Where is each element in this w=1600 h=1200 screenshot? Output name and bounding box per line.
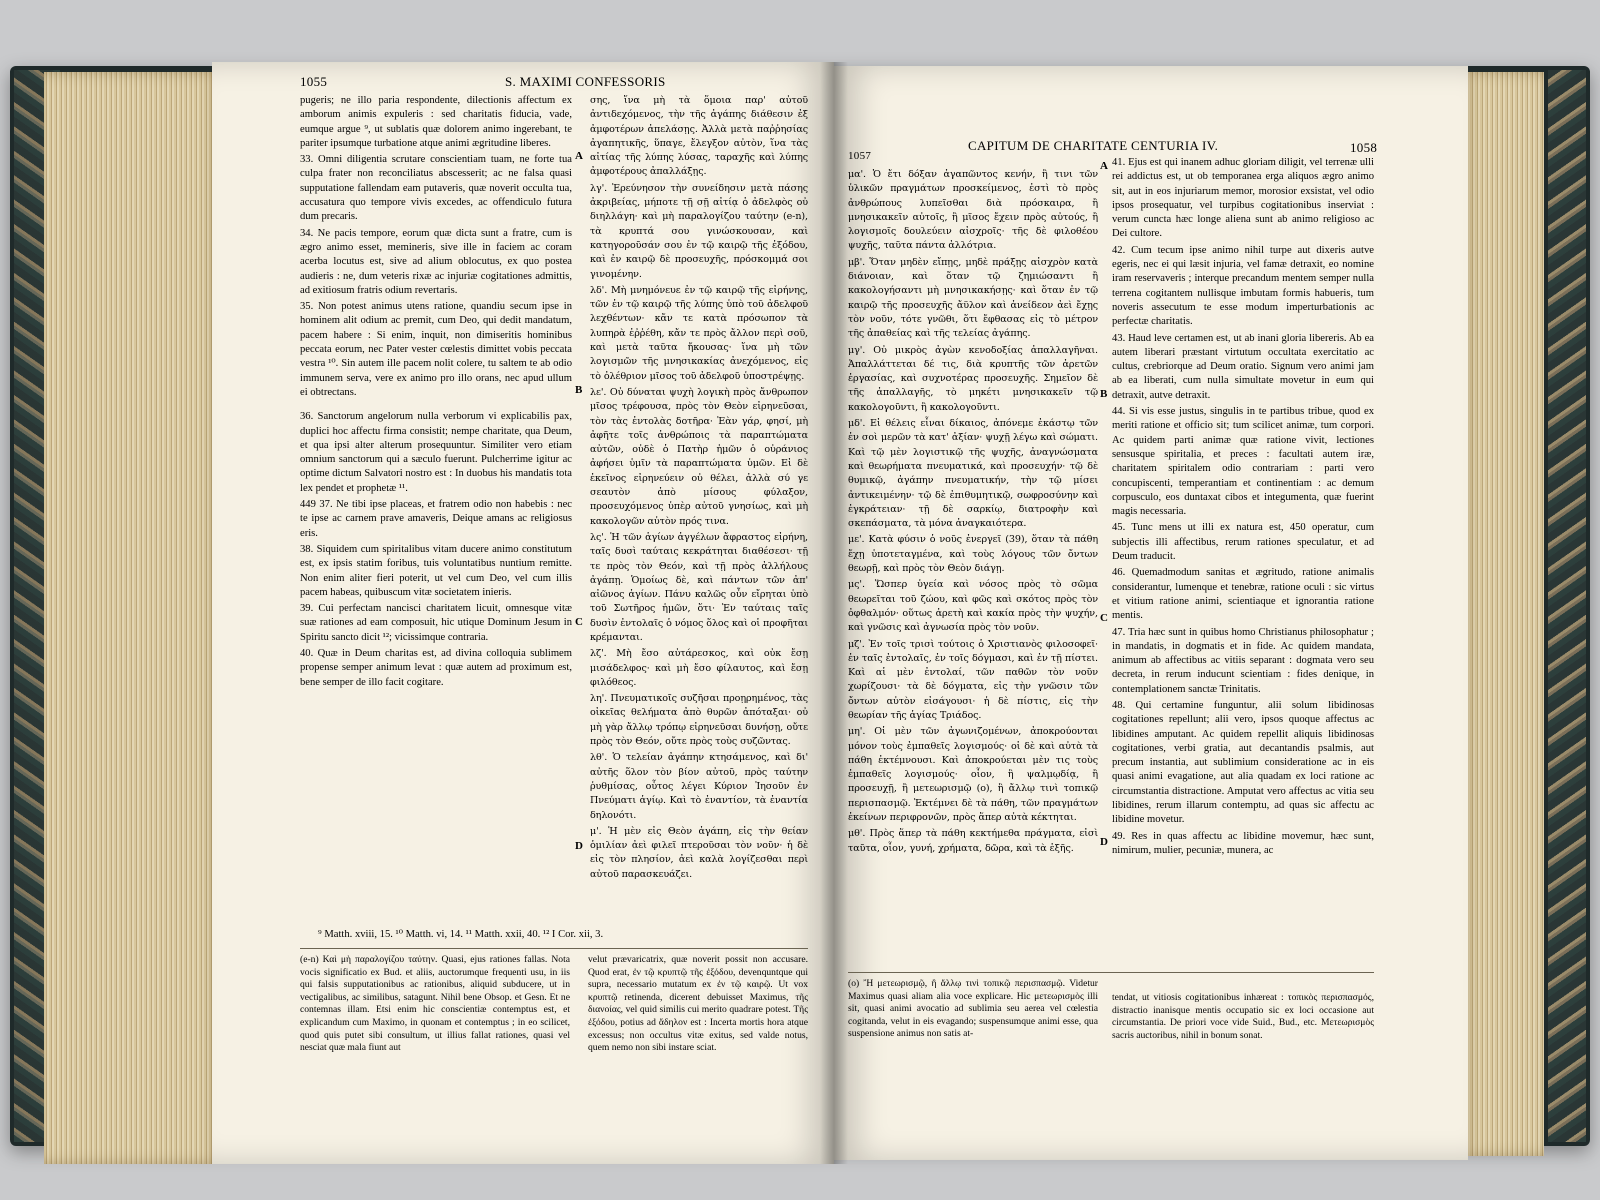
paragraph: 35. Non potest animus utens ratione, quandiu secum ipse in hominem alit odium ac premit, cum Deo, qui dedit mandatum, pacem habere : Si enim, inquit, non dimiseritis hominibus peccata eorum, nec Pater vester cœlestis dimittet vobis peccata vestra ¹⁰. Sin autem ille pacem nolit colere, tu saltem te ab odio immunem serva, vere ex animo pro illo orans, nec apud ullum ei obtrectans. xyxy=(300,301,572,398)
margin-letter-b: B xyxy=(1100,388,1108,400)
paragraph: 44. Si vis esse justus, singulis in te partibus tribue, quod ex meriti ratione et officio sit; tum scilicet animæ, tum corpori. Ac quidem parti animæ quæ ratione vivit, lectiones sensusque spiritalia, et preces : facultati autem iræ, charitatem spiritalem odio contrariam : parti vero concupiscenti, temperantiam et continentiam : ac demum corpusculo, eos duntaxat cibos et integumenta, quæ fuerint magis necessaria. xyxy=(1112,406,1374,518)
paragraph: 34. Ne pacis tempore, eorum quæ dicta sunt a fratre, cum is ægro animo esset, memineris, sive ille in faciem ac coram acerba locutus est, sive ad alium oblocutus, ex quo postea audieris : ne, dum veteris rixæ ac injuriæ cogitationes admittis, ad exitiosum fratris odium revertaris. xyxy=(300,227,572,296)
paragraph: 40. Quæ in Deum charitas est, ad divina colloquia sublimem propense semper animum levat : quæ autem ad proximum est, bene semper de illo facit cogitare. xyxy=(300,647,572,688)
right-greek-column xyxy=(848,168,1098,938)
left-running-head: S. MAXIMI CONFESSORIS xyxy=(505,74,666,89)
page-edges-right xyxy=(1460,72,1544,1156)
right-running-head: CAPITUM DE CHARITATE CENTURIA IV. xyxy=(968,138,1219,153)
paragraph: 449 37. Ne tibi ipse placeas, et fratrem odio non habebis : nec te ipse ac carnem prave amaveris, Deique amans ac religiosus eris. xyxy=(300,499,572,539)
paragraph: λζ'. Μὴ ἔσο αὐτάρεσκος, καὶ οὐκ ἔσῃ μισάδελφος· καὶ μὴ ἔσο φίλαυτος, καὶ ἔσῃ φιλόθεος. xyxy=(590,648,808,688)
margin-letter-a: A xyxy=(575,150,583,162)
paragraph: 48. Qui certamine funguntur, alii solum libidinosas cogitationes repellunt; alii vero, ipsos quoque affectus ac libidines amputant. Ac quidem repellit aliquis libidinosas cogitationes, verbi gratia, aut decantandis psalmis, aut precum instantia, aut sublimium consideratione ac in eis quasi animi evagatione, aut alia quadam ex loci ratione ac circumstantia distractione. Amputat vero affectus ac vitia seu libidines, rerum illarum contemptu, ad quas sic affectu ac libidine movetur. xyxy=(1112,699,1374,826)
footnote-rule xyxy=(300,948,808,949)
right-notes-col-1: (o) Ἢ μετεωρισμῷ, ἢ ἄλλῳ τινὶ τοπικῷ περισπασμῷ. Videtur Maximus quasi aliam alia voce explicare. Hic μετεωρισμὸς illi sit, quasi animi avocatio ad sublimia seu aerea vel cœlestia cogitanda, velut in eis evagando; suspensumque animi esse, qua suspensione animus non satis at- xyxy=(848,978,1098,1040)
paragraph: λε'. Οὐ δύναται ψυχὴ λογικὴ πρὸς ἄνθρωπον μῖσος τρέφουσα, πρὸς τὸν Θεὸν εἰρηνεῦσαι, τὸν τὰς ἐντολὰς δοτῆρα· Ἐὰν γάρ, φησί, μὴ ἀφῆτε τοῖς ἀνθρώποις τὰ παραπτώματα αὐτῶν, οὐδὲ ὁ Πατὴρ ἡμῶν ὁ οὐράνιος ἀφήσει ὑμῖν τὰ παραπτώματα ὑμῶν. Εἰ δὲ ἐκεῖνος εἰρηνεύειν οὐ θέλει, ἀλλὰ σύ γε σεαυτὸν ἀπὸ μίσους φύλαξον, προσευχόμενος ὑπὲρ αὐτοῦ γνησίως, καὶ μὴ κακολογῶν αὐτὸν πρός τινα. xyxy=(590,386,808,527)
margin-letter-c: C xyxy=(575,616,583,628)
paragraph: μ'. Ἡ μὲν εἰς Θεὸν ἀγάπη, εἰς τὴν θείαν ὁμιλίαν ἀεὶ φιλεῖ πτεροῦσαι τὸν νοῦν· ἡ δὲ εἰς τὸν πλησίον, ἀεὶ καλὰ λογίζεσθαι περὶ αὐτοῦ παρασκευάζει. xyxy=(590,825,808,880)
page-edges-left xyxy=(44,72,222,1164)
paragraph: μα'. Ὁ ἔτι δόξαν ἀγαπῶντος κενήν, ἢ τινι τῶν ὑλικῶν πραγμάτων προσκείμενος, ἐστὶ τὸ πρὸς ἀνθρώπους λυπεῖσθαι διὰ πρόσκαιρα, ἢ μνησικακεῖν αὐτοῖς, ἢ μῖσος ἔχειν πρὸς αὐτούς, ἢ λογισμοῖς δουλεύειν αἰσχροῖς· τῆς δὲ φιλοθέου ψυχῆς, ταῦτα πάντα ἀλλότρια. xyxy=(848,169,1098,252)
paragraph: λθ'. Ὁ τελείαν ἀγάπην κτησάμενος, καὶ δι' αὐτῆς ὅλον τὸν βίον αὐτοῦ, πρὸς ταύτην ῥυθμίσας, οὗτος λέγει Κύριον Ἰησοῦν ἐν Πνεύματι ἁγίῳ. Καὶ τὸ ἐναντίον, τὰ ἐναντία δηλονότι. xyxy=(590,752,808,821)
paragraph: μβ'. Ὅταν μηδὲν εἴπῃς, μηδὲ πράξῃς αἰσχρὸν κατὰ διάνοιαν, καὶ ὅταν τῷ ζημιώσαντι ἢ κακολογήσαντι μὴ μνησικακήσῃς· καὶ ὅταν ἐν τῷ καιρῷ τῆς προσευχῆς ἄϋλον καὶ ἀνείδεον ἀεὶ ἔχῃς τὸν νοῦν, τότε γνῶθι, ὅτι ἔφθασας εἰς τὸ μέτρον τῆς ἀπαθείας καὶ τῆς τελείας ἀγάπης. xyxy=(848,256,1098,340)
paragraph: 43. Haud leve certamen est, ut ab inani gloria libereris. Ab ea autem liberari præstant virtutum occultata exercitatio ac cultus, crebriorque ad Deum oratio. Signum vero animi jam ab ea liberati, cum nulla simultate movetur in eum qui detraxit, autve detraxit. xyxy=(1112,332,1374,401)
paragraph: 41. Ejus est qui inanem adhuc gloriam diligit, vel terrenæ ulli rei addictus est, ut ob temporanea erga aliquos ægro animo sit, aut in eos injuriarum memor, morosior exsistat, vel odio ipsos prosequatur, vel turpibus cogitationibus inserviat : verum cuncta hæc longe aliena sunt ab animo religioso ac Dei cultore. xyxy=(1112,157,1374,240)
paragraph: 49. Res in quas affectu ac libidine movemur, hæc sunt, nimirum, mulier, pecuniæ, munera, ac xyxy=(1112,830,1374,856)
paragraph: μς'. Ὥσπερ ὑγεία καὶ νόσος πρὸς τὸ σῶμα θεωρεῖται τοῦ ζώου, καὶ φῶς καὶ σκότος πρὸς τὸν ὀφθαλμόν· οὕτως ἀρετὴ καὶ κακία πρὸς τὴν ψυχήν, καὶ γνῶσις καὶ ἀγνωσία πρὸς τὸν νοῦν. xyxy=(848,579,1098,634)
right-inner-page-number: 1057 xyxy=(848,150,872,162)
margin-letter-b: B xyxy=(575,384,583,396)
right-latin-column xyxy=(1112,156,1374,962)
paragraph: λη'. Πνευματικοῖς συζῆσαι προῃρημένος, τὰς οἰκεῖας θελήματα ἀπὸ θυρῶν ἀπόταξαι· οὐ μὴ γὰρ ἄλλῳ τρόπῳ εἰρηνεῦσαι δυνήσῃ, οὔτε πρὸς τὸν Θεόν, οὔτε πρὸς τοὺς συζῶντας. xyxy=(590,693,808,748)
paragraph: 39. Cui perfectam nancisci charitatem licuit, omnesque vitæ suæ rationes ad eam composuit, hic utique Dominum Jesum in Spiritu sancto dicit ¹²; vicissimque contraria. xyxy=(300,603,572,643)
left-page-number: 1055 xyxy=(300,74,328,89)
paragraph: μζ'. Ἐν τοῖς τρισὶ τούτοις ὁ Χριστιανὸς φιλοσοφεῖ· ἐν ταῖς ἐντολαῖς, ἐν τοῖς δόγμασι, καὶ ἐν τῇ πίστει. Καὶ αἱ μὲν ἐντολαί, τῶν παθῶν τὸν νοῦν χωρίζουσι· τὰ δὲ δόγματα, εἰς τὴν γνῶσιν τῶν ὄντων αὐτὸν εἰσάγουσι· ἡ δὲ πίστις, εἰς τὴν θεωρίαν τῆς ἁγίας Τριάδος. xyxy=(848,638,1098,721)
paragraph: 38. Siquidem cum spiritalibus vitam ducere animo constitutum est, ex ipsis statim foribus, tuis voluntatibus nuntium remitte. Non enim aliter fieri poterit, ut vel cum Deo, vel cum illis pacem habeas, quibuscum vitæ societatem inieris. xyxy=(300,543,572,598)
margin-letter-d: D xyxy=(1100,836,1108,848)
left-notes-col-1: (e-n) Καὶ μὴ παραλογίζου ταύτην. Quasi, ejus rationes fallas. Nota vocis significatio ex Bud. et aliis, auctorumque frequenti usu, in iis qui falsis supputationibus ac rationibus, aliquid subducere, ut in vectigalibus, ac similibus, satagunt. Nihil bene Obsop. et Gesn. Et ne contemnas illam. Etsi enim hic conscientiæ contemptus est, et explicandum cum Maximo, in quonam et contemptus ; in eo scilicet, quod quis putet sibi consultum, ut illius fallat rationes, quasi vel nesciat quæ mala fiunt aut xyxy=(300,954,570,1054)
paragraph: μη'. Οἱ μὲν τῶν ἀγωνιζομένων, ἀποκρούονται μόνον τοὺς ἐμπαθεῖς λογισμούς· οἱ δὲ καὶ αὐτὰ τὰ πάθη ἐκτέμνουσι. Καὶ ἀποκρούεται μὲν τις τοὺς ἐμπαθεῖς λογισμούς· οἷον, ἢ ψαλμῳδίᾳ, ἢ προσευχῇ, ἢ μετεωρισμῷ (o), ἢ ἄλλῳ τινὶ τοπικῷ περισπασμῷ. Ἐκτέμνει δὲ τὰ πάθη, τῶν πραγμάτων ἐκείνων περιφρονῶν, πρὸς ἅπερ αὐτὰ κέκτηται. xyxy=(848,726,1098,824)
marbled-board-right xyxy=(1548,70,1586,1142)
left-notes-col-2: velut prævaricatrix, quæ noverit possit non accusare. Quod erat, ἐν τῷ κρυπτῷ τῆς ἐξόδου, devenquntque qui supra, necessario mutatum ex ἐν τῷ καιρῷ. Ut vox κρυπτῷ retinenda, dicerent debuisset Maximus, τῆς διανοίας, vel quid similis cui merito quadrare potest. Τῆς ἐξόδου, potius ad ἄδηλον est : Incerta mortis hora atque excessus; non occultus vitæ exitus, sed valde notus, quem nemo non sibi instare sciat. xyxy=(588,954,808,1054)
paragraph: 46. Quemadmodum sanitas et ægritudo, ratione animalis considerantur, lumenque et tenebræ, ratione oculi : sic virtus et vitium ratione animi, scientiaque et ignorantia ratione mentis. xyxy=(1112,567,1374,622)
paragraph: 45. Tunc mens ut illi ex natura est, 450 operatur, cum subjectis illi affectibus, rerum rationes speculatur, et ad Deum traducit. xyxy=(1112,522,1374,563)
paragraph: μγ'. Οὐ μικρὸς ἀγὼν κενοδοξίας ἀπαλλαγῆναι. Ἀπαλλάττεται δέ τις, διὰ κρυπτῆς τῶν ἀρετῶν ἐργασίας, καὶ συχνοτέρας προσευχῆς. Σημεῖον δὲ τῆς ἀπαλλαγῆς, τὸ μηκέτι μνησικακεῖν τῷ κακολογοῦντι, ἢ κακολογοῦντι. xyxy=(848,344,1098,413)
paragraph: pugeris; ne illo paria respondente, dilectionis affectum ex amborum animis expuleris : sed charitatis fiducia, vade, eumque argue ⁹, ut sublatis quæ dolorem animo ingerebant, te pariter ipsumque turbatione atque animi ægritudine liberes. xyxy=(300,95,572,149)
paragraph: λδ'. Μὴ μνημόνευε ἐν τῷ καιρῷ τῆς εἰρήνης, τῶν ἐν τῷ καιρῷ τῆς λύπης ὑπὸ τοῦ ἀδελφοῦ λεχθέντων· κἄν τε κατὰ πρόσωπον τὰ λυπηρὰ ἐῤῥέθη, κἄν τε πρὸς ἄλλον περὶ σοῦ, καὶ μετὰ ταῦτα ἤκουσας· ἵνα μὴ τῶν λογισμῶν τῆς μνησικακίας ἀνεχόμενος, εἰς τὸ ὀλέθριον μῖσος τοῦ ἀδελφοῦ ὑποστρέψῃς. xyxy=(590,284,808,382)
left-latin-column xyxy=(300,94,572,892)
margin-letter-d: D xyxy=(575,840,583,852)
right-page-number: 1058 xyxy=(1350,140,1378,155)
scripture-references: ⁹ Matth. xviii, 15. ¹⁰ Matth. vi, 14. ¹¹ Matth. xxii, 40. ¹² I Cor. xii, 3. xyxy=(318,929,604,940)
gutter-shadow xyxy=(820,62,848,1164)
paragraph: λγ'. Ἐρεύνησον τὴν συνείδησιν μετὰ πάσης ἀκριβείας, μήποτε τῇ σῇ αἰτίᾳ ὁ ἀδελφὸς οὐ διηλλάγη· καὶ μὴ παραλογίζου ταύτην (e-n), τὰ κρυπτά σου γινώσκουσαν, καὶ κατηγοροῦσάν σου ἐν τῷ καιρῷ τῆς ἐξόδου, καὶ ἐν καιρῷ δὲ προσευχῆς, πρόσκομμά σοι γινομένην. xyxy=(590,182,808,280)
margin-letter-c: C xyxy=(1100,612,1108,624)
paragraph: 47. Tria hæc sunt in quibus homo Christianus philosophatur ; in mandatis, in dogmatis et in fide. Ac quidem mandata, animum ab affectibus ac vitiis separant : dogmata vero seu decreta, in rerum inducunt scientiam : fides denique, in contemplationem sanctæ Trinitatis. xyxy=(1112,626,1374,695)
paragraph: 36. Sanctorum angelorum nulla verborum vi explicabilis pax, duplici hoc affectu firma consistit; nempe charitate, qua Deum, et qua ipsi alter alterum prosequuntur. Similiter vero etiam omnium sanctorum qui a sæculo fuerunt. Pulcherrime igitur ac optime dictum Salvatori nostro est : In duobus his mandatis tota lex pendet et prophetæ ¹¹. xyxy=(300,411,572,494)
paragraph: μθ'. Πρὸς ἅπερ τὰ πάθη κεκτήμεθα πράγματα, εἰσὶ ταῦτα, οἷον, γυνή, χρήματα, δῶρα, καὶ τὰ ἑξῆς. xyxy=(848,828,1098,854)
footnote-rule xyxy=(848,972,1374,973)
right-notes-col-2: tendat, ut vitiosis cogitationibus inhæreat : τοπικὸς περισπασμός, distractio inanisque mentis occupatio sic ex loci occasione aut circumstantia. De priori voce vide Suid., Bud., etc. Μετεωρισμὸς sacris auctoribus, nihil in bonum sonat. xyxy=(1112,992,1374,1041)
paragraph: σης, ἵνα μὴ τὰ ὅμοια παρ' αὐτοῦ ἀντιδεχόμενος, τὴν τῆς ἀγάπης διάθεσιν ἐξ ἀμφοτέρων ἀπελάσῃς. Ἀλλὰ μετὰ παῤῥησίας ἀγαπητικῆς, ὕπαγε, ἔλεγξον αὐτὸν, ἵνα τὰς αἰτίας τῆς λύπης λύσας, ταραχῆς καὶ λύπης ἀμφοτέρους ἀπαλλάξῃς. xyxy=(590,95,808,178)
paragraph: 33. Omni diligentia scrutare conscientiam tuam, ne forte tua culpa frater non reconciliatus abscesserit; ac ne falsa quasi supputatione fallendam eam putaveris, quæ noverit occulta tua, accusatura quo tempore vivis excedes, ac offendiculo futura dum precaris. xyxy=(300,154,572,223)
paragraph: με'. Κατὰ φύσιν ὁ νοῦς ἐνεργεῖ (39), ὅταν τὰ πάθη ἔχῃ ὑποτεταγμένα, καὶ τοὺς λόγους τῶν ὄντων θεωρῇ, καὶ πρὸς τὸν Θεὸν διάγῃ. xyxy=(848,534,1098,575)
margin-letter-a: A xyxy=(1100,160,1108,172)
paragraph: λς'. Ἡ τῶν ἁγίων ἀγγέλων ἄφραστος εἰρήνη, ταῖς δυσὶ ταύταις κεκράτηται διαθέσεσι· τῇ τε πρὸς τὸν Θεόν, καὶ τῇ πρὸς ἀλλήλους ἀγάπῃ. Ὁμοίως δὲ, καὶ πάντων τῶν ἀπ' αἰῶνος ἁγίων. Πάνυ καλῶς οὖν εἴρηται ὑπὸ τοῦ Σωτῆρος ἡμῶν, ὅτι· Ἐν ταύταις ταῖς δυσὶν ἐντολαῖς ὁ νόμος ὅλος καὶ οἱ προφῆται κρέμανται. xyxy=(590,531,808,643)
left-greek-column xyxy=(590,94,808,884)
paragraph: μδ'. Εἰ θέλεις εἶναι δίκαιος, ἀπόνεμε ἑκάστῳ τῶν ἐν σοὶ μερῶν τὰ κατ' ἀξίαν· ψυχῇ λέγω καὶ σώματι. Καὶ τῷ μὲν λογιστικῷ τῆς ψυχῆς, ἀναγνώσματα καὶ θεωρήματα πνευματικά, καὶ προσευχήν· τῷ δὲ θυμικῷ, ἀγάπην πνευματικήν, τὴν τῷ μίσει ἀντικειμένην· τῷ δὲ ἐπιθυμητικῷ, σωφροσύνην καὶ ἐγκράτειαν· τῇ δὲ σαρκίῳ, διατροφὴν καὶ σκεπάσματα, τὰ μόνα ἀναγκαιότερα. xyxy=(848,418,1098,530)
paragraph: 42. Cum tecum ipse animo nihil turpe aut dixeris autve egeris, nec ei qui læsit injuria, vel famæ detraxit, eo nomine iram reservaveris ; interque precandum mentem semper nulla terrena cogitantem nullisque imbutam formis habueris, tum noveris assecutum te esse modum imperturbationis ac perfectæ charitatis. xyxy=(1112,244,1374,328)
